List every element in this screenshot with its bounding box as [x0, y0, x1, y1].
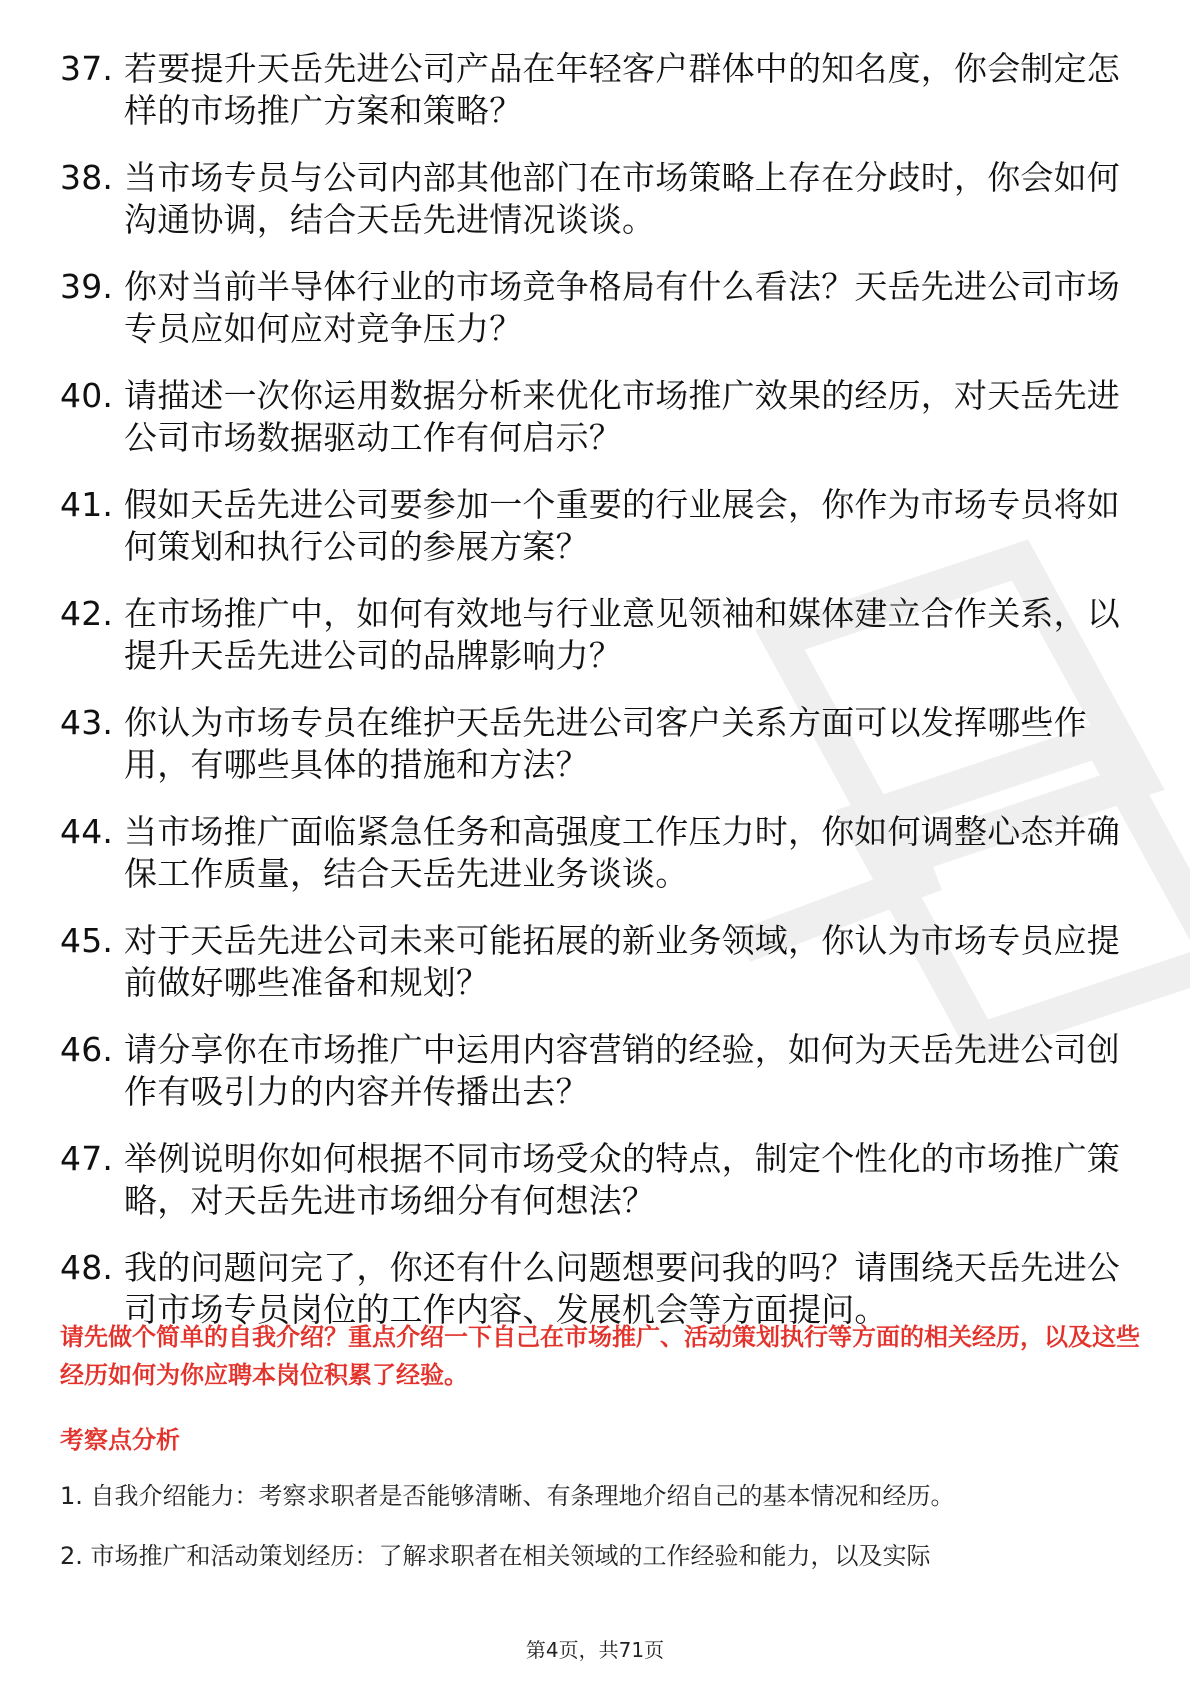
question-item	[60, 593, 1120, 677]
question-number: 45.	[60, 921, 114, 960]
question-item	[60, 484, 1120, 568]
question-text: 当市场推广面临紧急任务和高强度工作压力时，你如何调整心态并确保工作质量，结合天岳先进业务谈谈。	[124, 812, 1120, 893]
question-number: 47.	[60, 1139, 114, 1178]
analysis-point: 2. 市场推广和活动策划经历：了解求职者在相关领域的工作经验和能力，以及实际	[60, 1542, 931, 1570]
question-number: 43.	[60, 703, 114, 742]
question-item	[60, 1029, 1120, 1113]
question-number: 48.	[60, 1248, 114, 1287]
question-text: 在市场推广中，如何有效地与行业意见领袖和媒体建立合作关系，以提升天岳先进公司的品牌影响力？	[124, 594, 1120, 675]
question-text: 你对当前半导体行业的市场竞争格局有什么看法？天岳先进公司市场专员应如何应对竞争压力？	[124, 267, 1120, 348]
question-number: 38.	[60, 158, 114, 197]
question-text: 对于天岳先进公司未来可能拓展的新业务领域，你认为市场专员应提前做好哪些准备和规划？	[124, 921, 1120, 1002]
question-text: 我的问题问完了，你还有什么问题想要问我的吗？请围绕天岳先进公司市场专员岗位的工作内容、发展机会等方面提问。	[124, 1248, 1120, 1329]
analysis-points	[60, 1466, 1140, 1586]
page-footer: 第4页，共71页	[525, 1638, 665, 1662]
question-number: 40.	[60, 376, 114, 415]
question-number: 42.	[60, 594, 114, 633]
question-text: 请分享你在市场推广中运用内容营销的经验，如何为天岳先进公司创作有吸引力的内容并传播出去？	[124, 1030, 1120, 1111]
question-item	[60, 920, 1120, 1004]
question-item	[60, 375, 1120, 459]
analysis-title: 考察点分析	[60, 1426, 180, 1454]
question-text: 当市场专员与公司内部其他部门在市场策略上存在分歧时，你会如何沟通协调，结合天岳先进情况谈谈。	[124, 158, 1120, 239]
question-item	[60, 266, 1120, 350]
question-item	[60, 1138, 1120, 1222]
question-text: 若要提升天岳先进公司产品在年轻客户群体中的知名度，你会制定怎样的市场推广方案和策略？	[124, 49, 1120, 130]
question-item	[60, 157, 1120, 241]
question-text: 请描述一次你运用数据分析来优化市场推广效果的经历，对天岳先进公司市场数据驱动工作有何启示？	[124, 376, 1120, 457]
question-number: 41.	[60, 485, 114, 524]
question-text: 举例说明你如何根据不同市场受众的特点，制定个性化的市场推广策略，对天岳先进市场细分有何想法？	[124, 1139, 1120, 1220]
question-text: 你认为市场专员在维护天岳先进公司客户关系方面可以发挥哪些作用，有哪些具体的措施和方法？	[124, 703, 1087, 784]
question-number: 46.	[60, 1030, 114, 1069]
question-number: 44.	[60, 812, 114, 851]
question-item	[60, 48, 1120, 132]
question-text: 假如天岳先进公司要参加一个重要的行业展会，你作为市场专员将如何策划和执行公司的参展方案？	[124, 485, 1120, 566]
question-item	[60, 702, 1120, 786]
analysis-point: 1. 自我介绍能力：考察求职者是否能够清晰、有条理地介绍自己的基本情况和经历。	[60, 1482, 955, 1510]
question-number: 37.	[60, 49, 114, 88]
question-item	[60, 811, 1120, 895]
highlight-question: 请先做个简单的自我介绍？重点介绍一下自己在市场推广、活动策划执行等方面的相关经历，以及这些经历如何为你应聘本岗位积累了经验。	[60, 1323, 1140, 1389]
question-number: 39.	[60, 267, 114, 306]
question-list	[60, 48, 1120, 1356]
